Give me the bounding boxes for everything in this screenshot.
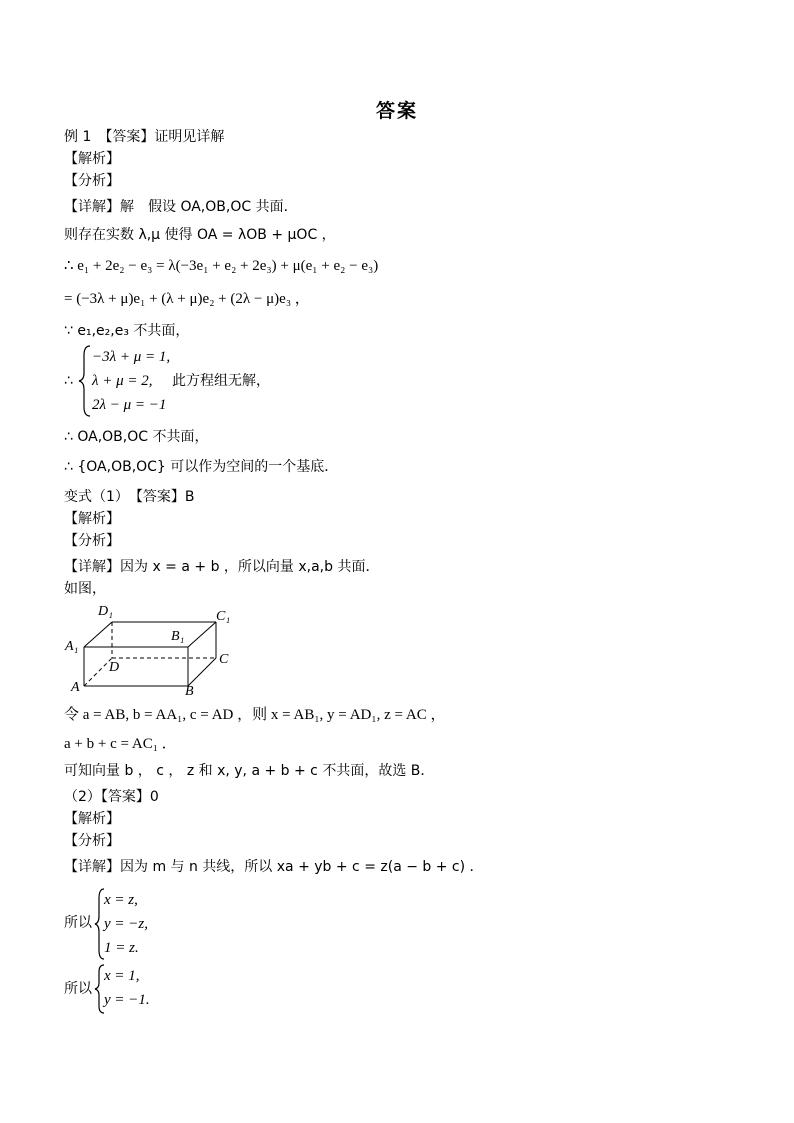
- var1-line-2: 如图，: [64, 581, 106, 597]
- ex1-system-prefix: ∴: [64, 373, 73, 389]
- ex1-system-note: 此方程组无解，: [172, 373, 270, 389]
- ex1-line-4: = (−3λ + μ)e₁ + (λ + μ)e₂ + (2λ − μ)e₃ ，: [64, 291, 310, 307]
- ex1-heading: 例 1 【答案】证明见详解: [64, 129, 225, 145]
- var2-so2-eq-1: x = 1,: [104, 968, 140, 984]
- var1-line-3: 令 a = AB, b = AA₁, c = AD ，则 x = AB₁, y = AD₁, z = AC ，: [64, 707, 446, 723]
- ex1-analysis-label: 【解析】: [64, 151, 120, 167]
- ex1-eq-3: 2λ − μ = −1: [92, 397, 167, 413]
- var2-so1-eq-3: 1 = z.: [104, 940, 139, 956]
- ex1-line-2: 则存在实数 λ,μ 使得 OA = λOB + μOC ，: [64, 227, 336, 243]
- label-C: C: [219, 652, 229, 667]
- label-D: D: [109, 660, 120, 675]
- var2-analysis-label: 【解析】: [64, 811, 120, 827]
- var2-fenxi-label: 【分析】: [64, 833, 120, 849]
- var2-so2-prefix: 所以: [64, 981, 92, 997]
- var2-so1-eq-2: y = −z,: [104, 916, 148, 932]
- var2-so1-prefix: 所以: [64, 915, 92, 931]
- var2-line-1: 【详解】因为 m 与 n 共线，所以 xa + yb + c = z(a − b + c) ．: [64, 859, 484, 875]
- var1-line-4: a + b + c = AC₁ ．: [64, 736, 177, 752]
- ex1-system-brace: [78, 345, 92, 417]
- page-title: 答案: [375, 100, 418, 122]
- ex1-fenxi-label: 【分析】: [64, 173, 120, 189]
- label-B: B: [185, 684, 194, 699]
- label-A: A: [71, 680, 80, 695]
- ex1-line-3: ∴ e₁ + 2e₂ − e₃ = λ(−3e₁ + e₂ + 2e₃) + μ(e₁ + e₂ − e₃): [64, 258, 379, 274]
- ex1-line-7: ∴ {OA,OB,OC} 可以作为空间的一个基底．: [64, 459, 339, 475]
- var2-heading: （2）【答案】0: [64, 789, 159, 805]
- ex1-line-6: ∴ OA,OB,OC 不共面，: [64, 429, 209, 445]
- ex1-eq-1: −3λ + μ = 1,: [92, 349, 171, 365]
- var1-analysis-label: 【解析】: [64, 511, 120, 527]
- var1-line-5: 可知向量 b ， c ， z 和 x, y, a + b + c 不共面，故选 B．: [64, 763, 435, 779]
- var2-system-1: [104, 888, 148, 960]
- label-C1: C₁: [216, 609, 231, 624]
- ex1-line-5: ∵ e₁,e₂,e₃ 不共面，: [64, 323, 190, 339]
- label-D1: D₁: [98, 604, 113, 619]
- cuboid-figure: [60, 600, 250, 700]
- var2-so1-eq-1: x = z,: [104, 892, 138, 908]
- ex1-eq-2: λ + μ = 2,: [92, 373, 153, 389]
- ex1-equation-system: [92, 345, 170, 417]
- var2-so2-eq-2: y = −1.: [104, 992, 150, 1008]
- ex1-line-1: 【详解】解 假设 OA,OB,OC 共面．: [64, 199, 298, 215]
- var2-system-2: [104, 964, 150, 1012]
- var1-heading: 变式（1） 【答案】B: [64, 489, 195, 505]
- label-B1: B₁: [171, 629, 185, 644]
- var1-fenxi-label: 【分析】: [64, 533, 120, 549]
- var1-line-1: 【详解】因为 x = a + b ，所以向量 x,a,b 共面．: [64, 559, 380, 575]
- label-A1: A₁: [65, 639, 79, 654]
